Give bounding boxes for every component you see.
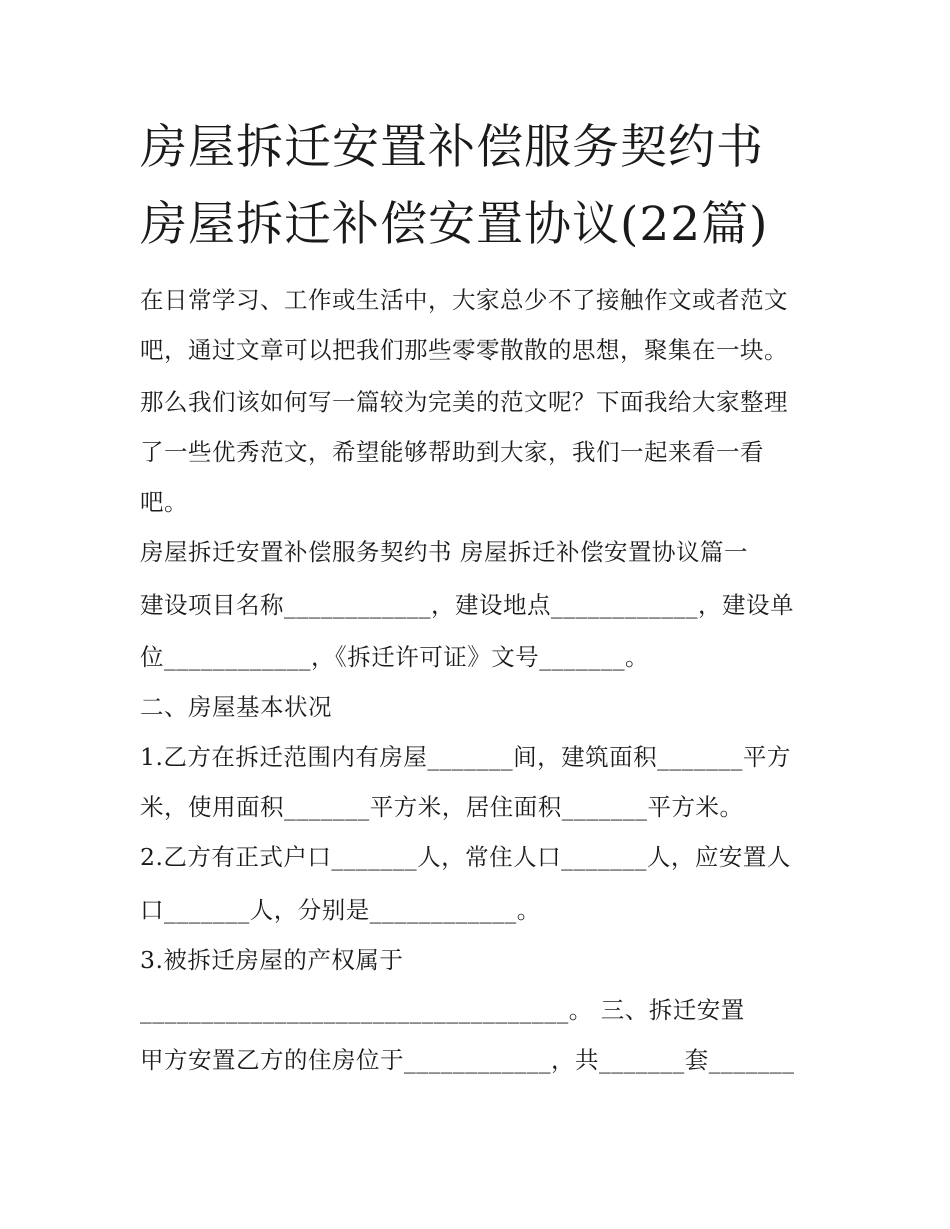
- intro-paragraph-line: 了一些优秀范文，希望能够帮助到大家，我们一起来看一看: [140, 438, 764, 466]
- contract-line: 3.被拆迁房屋的产权属于: [140, 946, 404, 974]
- contract-line: 口_______人，分别是____________。: [140, 896, 541, 924]
- intro-paragraph-line: 那么我们该如何写一篇较为完美的范文呢？下面我给大家整理: [140, 388, 788, 416]
- intro-paragraph-line: 在日常学习、工作或生活中，大家总少不了接触作文或者范文: [140, 286, 788, 314]
- contract-line: 甲方安置乙方的住房位于____________，共_______套_______: [140, 1046, 795, 1074]
- contract-line: 米，使用面积_______平方米，居住面积_______平方米。: [140, 793, 744, 821]
- contract-line: ___________________________________。 三、拆迁安置: [140, 996, 745, 1024]
- contract-line: 1.乙方在拆迁范围内有房屋_______间，建筑面积_______平方: [140, 743, 791, 771]
- document-title-line-1: 房屋拆迁安置补偿服务契约书: [140, 120, 764, 175]
- intro-paragraph-line: 吧。: [140, 488, 188, 516]
- contract-line: 建设项目名称____________，建设地点____________，建设单: [140, 591, 794, 619]
- document-title-line-2: 房屋拆迁补偿安置协议(22篇): [140, 197, 769, 252]
- contract-line: 2.乙方有正式户口_______人，常住人口_______人，应安置人: [140, 843, 791, 871]
- section-heading: 房屋拆迁安置补偿服务契约书 房屋拆迁补偿安置协议篇一: [140, 538, 748, 566]
- contract-subheading: 二、房屋基本状况: [140, 693, 332, 721]
- intro-paragraph-line: 吧，通过文章可以把我们那些零零散散的思想，聚集在一块。: [140, 336, 788, 364]
- contract-line: 位____________，《拆迁许可证》文号_______。: [140, 643, 649, 671]
